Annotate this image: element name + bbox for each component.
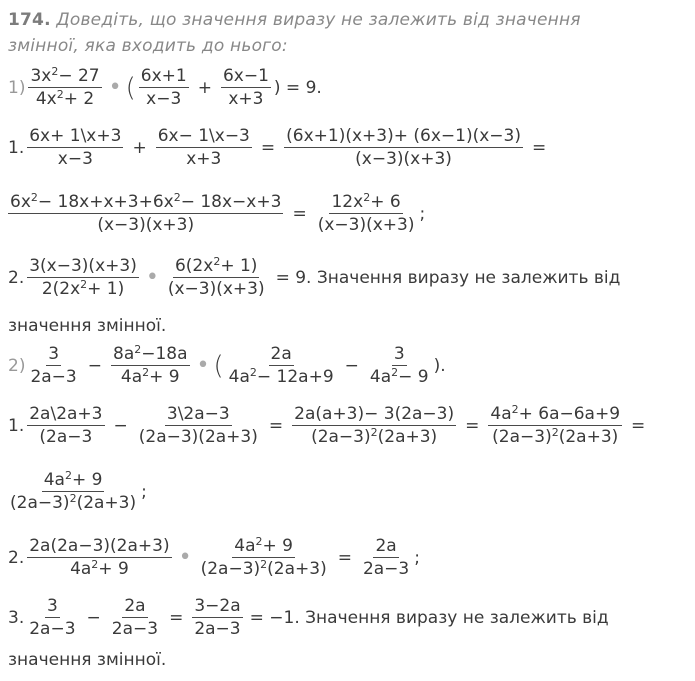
fraction: $\frac{(6x+1)(x+3)+ (6x-1)(x-3)}{(x-3)(x+3)}$ [286,126,521,169]
fraction: $\frac{2a}{2a-3}$ [362,536,410,579]
fraction: $\frac{2a}{2a-3}$ [111,596,159,639]
fraction: $\frac{3}{2a-3}$ [29,596,76,639]
multiply-dot: • [108,74,122,100]
fraction: $\frac{6x-1}{x+3}$ [222,66,269,109]
multiply-dot: • [178,544,192,570]
part1-label: 1) [8,77,26,98]
fraction: $\frac{4a^2+ 9}{(2a-3)^2(2a+3)}$ [10,469,137,513]
part2-step3-line: 3. $\frac{3}{2a-3}$ − $\frac{2a}{2a-3}$ = $\frac{3-2a}{2a-3}$ = −1. Значення виразу не залежить від [8,596,609,639]
step-label: 1. [8,415,25,436]
fraction: $\frac{4a^2+ 6a-6a+9}{(2a-3)^2(2a+3)}$ [490,403,621,447]
fraction: $\frac{6x^2- 18x+x+3+6x^2- 18x-x+3}{(x-3)(x+3)}$ [10,191,282,235]
step2-tail: = 9. Значення виразу не залежить від [275,267,621,288]
fraction: $\frac{6x+1}{x-3}$ [140,66,187,109]
open-paren: ( [125,72,136,103]
task-statement-line2: змінної, яка входить до нього: [8,36,288,56]
task-header [8,10,581,30]
fraction: $\frac{4a^2+ 9}{(2a-3)^2(2a+3)}$ [200,535,327,579]
fraction: $\frac{3(x-3)(x+3)}{2(2x^2+ 1)}$ [29,256,137,299]
step3-tail: = −1. Значення виразу не залежить від [249,607,609,628]
step-label: 2. [8,547,25,568]
step-label: 2. [8,267,25,288]
fraction: $\frac{3}{4a^2- 9}$ [369,344,429,387]
step-label: 1. [8,137,25,158]
multiply-dot: • [196,352,210,378]
step2-line [8,256,620,299]
fraction: $\frac{8a^2-18a}{4a^2+ 9}$ [113,343,188,387]
fraction: $\frac{2a(a+3)- 3(2a-3)}{(2a-3)^2(2a+3)}$ [294,404,455,447]
fraction: $\frac{2a}{4a^2- 12a+9}$ [228,344,334,387]
step2-tail-line2: значення змінної. [8,316,167,336]
fraction: $\frac{6(2x^2+ 1)}{(x-3)(x+3)}$ [167,255,265,299]
part2-step1-line: 1. $\frac{2a\backslash 2a+3}{(2a-3}$ − $\frac{3\backslash 2a-3}{(2a-3)(2a+3)}$ = $\frac{2a(a+3)- 3(2a-3)}{(2a-3)^2(2a+3)}$ = $\frac{4a^2+ 6a-6a+9}{(2a-3)^2(2a+3)}$ = [8,403,646,447]
fraction: $\frac{3\backslash 2a-3}{(2a-3)(2a+3)}$ [138,404,258,447]
plus-sign: + [197,77,212,98]
fraction: $\frac{6x+ 1\backslash x+3}{x-3}$ [29,126,122,169]
step-label: 3. [8,607,25,628]
task-statement: Доведіть, що значення виразу не залежить від значення [56,10,581,30]
step3-tail-line2: значення змінної. [8,650,167,670]
part2-expression: 2) $\frac{3}{2a-3}$ − $\frac{8a^2-18a}{4a^2+ 9}$ • ( $\frac{2a}{4a^2- 12a+9}$ − $\frac{3}{4a^2- 9}$ ). [8,343,446,387]
part1-expression [8,66,322,109]
fraction: $\frac{3}{2a-3}$ [30,344,77,387]
fraction: $\frac{3-2a}{2a-3}$ [194,596,241,639]
fraction: $\frac{3x^2- 27}{4x^2+ 2}$ [30,65,100,109]
fraction: $\frac{2a\backslash 2a+3}{(2a-3}$ [29,404,103,447]
task-number: 174. [8,10,51,30]
part2-label: 2) [8,355,26,376]
step1-line: 1. $\frac{6x+ 1\backslash x+3}{x-3}$ + $\frac{6x- 1\backslash x-3}{x+3}$ = $\frac{(6x+1)(x+3)+ (6x-1)(x-3)}{(x-3)(x+3)}$ = [8,126,547,169]
step1-continued: $\frac{6x^2- 18x+x+3+6x^2- 18x-x+3}{(x-3)(x+3)}$ = $\frac{12x^2+ 6}{(x-3)(x+3)}$ ; [10,191,426,235]
part2-step1-continued: $\frac{4a^2+ 9}{(2a-3)^2(2a+3)}$ ; [10,469,147,513]
fraction: $\frac{6x- 1\backslash x-3}{x+3}$ [157,126,250,169]
fraction: $\frac{12x^2+ 6}{(x-3)(x+3)}$ [317,191,415,235]
part2-step2-line: 2. $\frac{2a(2a-3)(2a+3)}{4a^2+ 9}$ • $\frac{4a^2+ 9}{(2a-3)^2(2a+3)}$ = $\frac{2a}{2a-3}$ ; [8,535,420,579]
multiply-dot: • [145,264,159,290]
part2-tail: ). [433,355,446,376]
part1-tail: ) = 9. [273,77,322,98]
fraction: $\frac{2a(2a-3)(2a+3)}{4a^2+ 9}$ [29,536,170,579]
